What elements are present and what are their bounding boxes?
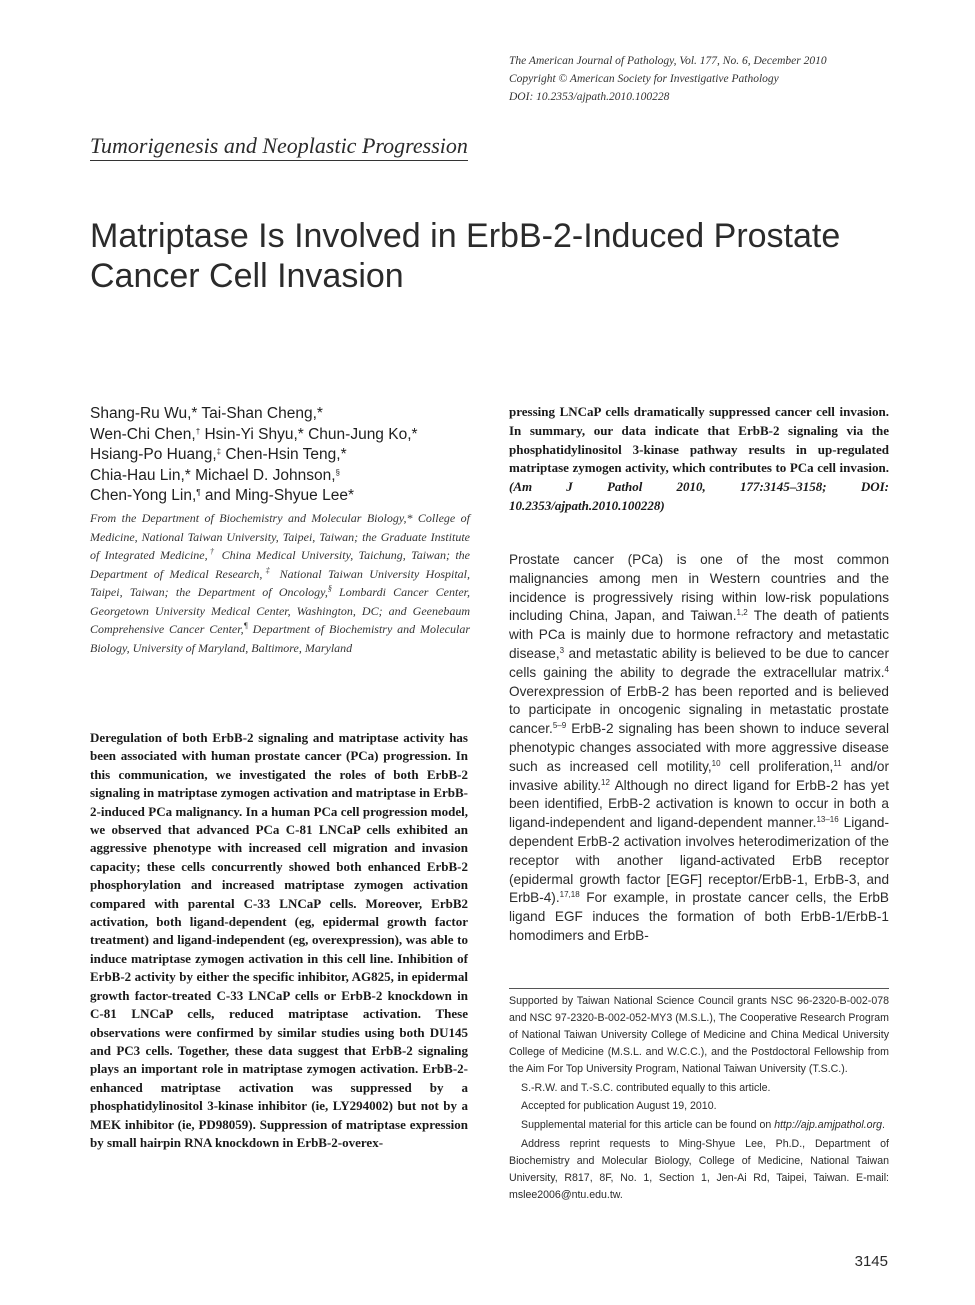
intro-paragraph: [509, 551, 889, 946]
supplemental-text: .: [882, 1119, 885, 1132]
abstract-right: [509, 403, 889, 516]
affiliation-mark: §: [327, 584, 332, 593]
author-names: Hsiang-Po Huang,: [90, 446, 217, 463]
body-text: cell proliferation,: [720, 758, 834, 774]
body-text: and/or invasive ability.: [509, 758, 889, 793]
abstract-citation: (Am J Pathol 2010, 177:3145–3158; DOI: 10.2353/ajpath.2010.100228): [509, 479, 889, 513]
author-line: [90, 425, 480, 446]
affiliation-mark: †: [195, 426, 201, 436]
affiliation-mark: ‡: [216, 447, 222, 456]
abstract-text: pressing LNCaP cells dramatically suppressed cancer cell invasion. In summary, our data indicate that ErbB-2 signaling via the phosphatidylinositol 3-kinase pathway results in up-regulated matriptase zymogen activity, which contributes to PCa cell invasion.: [509, 404, 889, 476]
reference-link[interactable]: 3: [559, 645, 565, 655]
supplemental-link[interactable]: http://ajp.amjpathol.org: [774, 1119, 882, 1132]
reference-link[interactable]: 4: [884, 664, 889, 674]
author-line: [90, 404, 480, 425]
equal-contribution-note: S.-R.W. and T.-S.C. contributed equally to this article.: [521, 1081, 771, 1094]
reference-link[interactable]: 10: [711, 758, 721, 768]
author-line: [90, 466, 480, 487]
affiliation-text: Department of Biochemistry and Molecular Biology, University of Maryland, Baltimore, Maryland: [90, 622, 470, 655]
affiliation-text: Lombardi Cancer Center, Georgetown University Medical Center, Washington, DC; and Geenebaum Comprehensive Cancer Center,: [90, 585, 471, 636]
funding-note: Supported by Taiwan National Science Council grants NSC 96-2320-B-002-078 and NSC 97-2320-B-002-052-MY3 (M.S.L.), The Cooperative Research Program of National Taiwan University College of Medicine and China Medical University College of Medicine (M.S.L. and W.C.C.), and the Postdoctoral Fellowship from the Aim For Top University Program, National Taiwan University (T.S.C.).: [509, 995, 889, 1075]
journal-header: [509, 52, 909, 106]
footnotes: [509, 993, 889, 1206]
body-text: The death of patients with PCa is mainly due to hormone refractory and metastatic disease,: [509, 608, 889, 661]
footnote-divider: [509, 988, 889, 989]
affiliation-mark: ¶: [243, 621, 248, 630]
affiliation-text: National Taiwan University Hospital, Taipei, Taiwan; the Department of Oncology,: [90, 566, 470, 599]
journal-copyright: Copyright © American Society for Investigative Pathology: [509, 73, 779, 85]
body-text: For example, in prostate cancer cells, the ErbB ligand EGF induces the formation of both ErbB-1/ErbB-1 homodimers and ErbB-: [509, 890, 889, 943]
reference-link[interactable]: 5–9: [552, 721, 567, 731]
body-text: ErbB-2 signaling has been shown to induce several phenotypic changes associated with more aggressive disease such as increased cell motility,: [509, 721, 889, 774]
reference-link[interactable]: 12: [601, 777, 610, 787]
affiliation-mark: †: [207, 547, 217, 556]
reference-link[interactable]: 1,2: [736, 608, 748, 618]
author-names: Hsin-Yi Shyu,* Chun-Jung Ko,*: [200, 425, 418, 443]
author-line: [90, 445, 480, 466]
body-text: and metastatic ability is believed to be due to cancer cells gaining the ability to degrade the extracellular matrix.: [509, 645, 889, 680]
affiliation-mark: §: [335, 467, 340, 477]
author-names: Wen-Chi Chen,: [90, 425, 196, 443]
abstract-left: Deregulation of both ErbB-2 signaling and matriptase activity has been associated with human prostate cancer (PCa) progression. In this communication, we investigated the roles of both ErbB-2 signaling in matriptase zymogen activation and matriptase in ErbB-2-induced PCa malignancy. In a human PCa cell progression model, we observed that advanced PCa C-81 LNCaP cells exhibited an aggressive phenotype with increased cell migration and invasion capacity; these cells concurrently showed both enhanced ErbB-2 phosphorylation and increased matriptase zymogen activation compared with parental C-33 LNCaP cells. Moreover, ErbB2 activation, both ligand-dependent (eg, epidermal growth factor treatment) and ligand-independent (eg, overexpression), was able to induce matriptase zymogen activation in this cell line. Inhibition of ErbB-2 activity by either the specific inhibitor, AG825, in epidermal growth factor-treated C-33 LNCaP cells or ErbB-2 knockdown in C-81 LNCaP cells, reduced matriptase activation. These observations were confirmed by similar studies using both DU145 and PC3 cells. Together, these data suggest that ErbB-2 signaling plays an important role in matriptase zymogen activation. ErbB-2-enhanced matriptase activation was suppressed by a phosphatidylinositol 3-kinase inhibitor (ie, LY294002) but not by a MEK inhibitor (ie, PD98059). Suppression of matriptase expression by small hairpin RNA knockdown in ErbB-2-overex-: [90, 730, 468, 1150]
author-names: Chen-Hsin Teng,*: [221, 446, 347, 463]
author-names: Chen-Yong Lin,: [90, 487, 197, 504]
affiliations: [90, 509, 470, 657]
affiliation-mark: ¶: [196, 488, 201, 497]
article-title: Matriptase Is Involved in ErbB-2-Induced Prostate Cancer Cell Invasion: [90, 217, 841, 295]
body-text: Overexpression of ErbB-2 has been reported and is believed to participate in oncogenic signaling in metastatic prostate cancer.: [509, 683, 889, 737]
reprint-note: Address reprint requests to Ming-Shyue Lee, Ph.D., Department of Biochemistry and Molecular Biology, College of Medicine, National Taiwan University, R817, 8F, No. 1, Section 1, Jen-Ai Rd, Taipei, Taiwan. E-mail: mslee2006@ntu.edu.tw.: [509, 1138, 889, 1201]
body-text: Ligand-dependent ErbB-2 activation involves heterodimerization of the receptor with another ligand-activated ErbB receptor (epidermal growth factor [EGF] receptor/ErbB-1, ErbB-3, and ErbB-4).: [509, 815, 890, 906]
author-names: Shang-Ru Wu,* Tai-Shan Cheng,*: [90, 405, 323, 422]
body-text: Although no direct ligand for ErbB-2 has yet been identified, ErbB-2 activation is known to occur in both a ligand-independent and ligand-dependent manner.: [509, 777, 889, 831]
journal-doi[interactable]: DOI: 10.2353/ajpath.2010.100228: [509, 91, 670, 103]
reference-link[interactable]: 13–16: [816, 815, 839, 825]
supplemental-note: [509, 1117, 889, 1134]
author-names: and Ming-Shyue Lee*: [200, 487, 354, 504]
author-list: [90, 404, 480, 507]
author-line: [90, 486, 480, 507]
page-number: 3145: [854, 1253, 888, 1270]
reference-link[interactable]: 17,18: [559, 890, 580, 900]
accepted-date-note: Accepted for publication August 19, 2010.: [521, 1100, 717, 1113]
body-text: Prostate cancer (PCa) is one of the most common malignancies among men in Western countries and the incidence is progressively rising within low-risk populations including China, Japan, and Taiwan.: [509, 552, 889, 624]
author-names: Chia-Hau Lin,* Michael D. Johnson,: [90, 466, 336, 484]
journal-citation: The American Journal of Pathology, Vol. 177, No. 6, December 2010: [509, 55, 827, 67]
affiliation-text: China Medical University, Taichung, Taiwan; the Department of Medical Research,: [90, 548, 471, 581]
affiliation-text: From the Department of Biochemistry and Molecular Biology,* College of Medicine, National Taiwan University, Taipei, Taiwan; the Graduate Institute of Integrated Medicine,: [90, 511, 470, 562]
reference-link[interactable]: 11: [833, 758, 842, 768]
supplemental-text: Supplemental material for this article can be found on: [521, 1119, 775, 1132]
affiliation-mark: ‡: [262, 565, 274, 575]
section-heading: Tumorigenesis and Neoplastic Progression: [90, 133, 468, 161]
